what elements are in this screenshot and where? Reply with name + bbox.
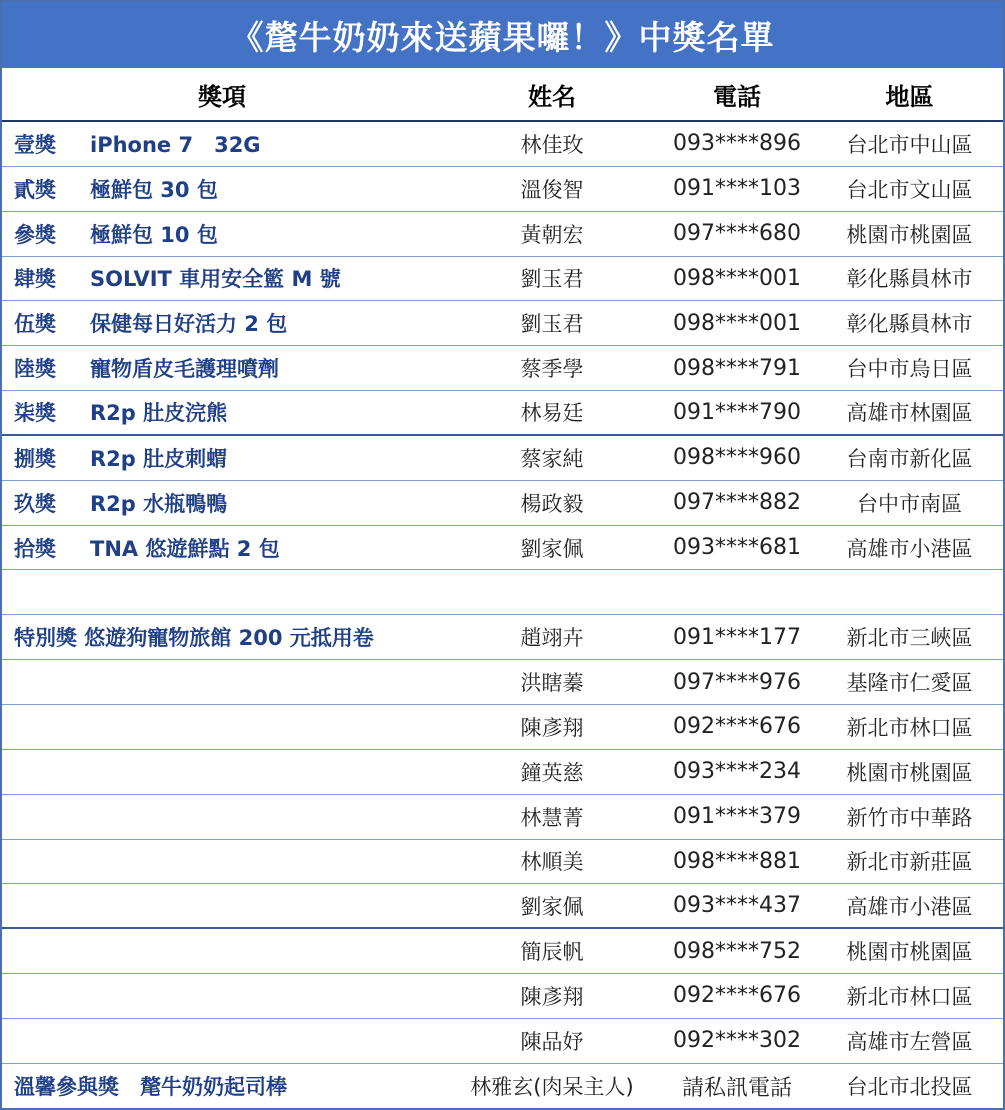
winner-name: 洪瞎蓁 bbox=[520, 671, 584, 696]
winner-name: 劉玉君 bbox=[520, 267, 584, 292]
table-row bbox=[2, 301, 1003, 346]
table-row bbox=[2, 167, 1003, 212]
winner-area: 新北市林口區 bbox=[846, 984, 973, 1009]
prize-item: TNA 悠遊鮮點 2 包 bbox=[90, 536, 280, 561]
prize-item: 保健每日好活力 2 包 bbox=[90, 312, 288, 337]
prize-rank: 玖獎 bbox=[14, 491, 56, 516]
table-row bbox=[2, 705, 1003, 750]
winner-phone: 091****177 bbox=[673, 624, 801, 650]
table-row bbox=[2, 1019, 1003, 1064]
table-row bbox=[2, 974, 1003, 1019]
winner-name: 林慧菁 bbox=[520, 805, 584, 830]
table-row bbox=[2, 212, 1003, 257]
winner-name: 楊政毅 bbox=[520, 491, 584, 516]
winner-name: 劉家佩 bbox=[520, 894, 584, 919]
table-row bbox=[2, 750, 1003, 795]
winner-phone: 098****960 bbox=[673, 445, 801, 471]
winner-area: 台南市新化區 bbox=[846, 446, 973, 471]
prize-rank: 拾獎 bbox=[14, 536, 56, 561]
winner-phone: 098****791 bbox=[673, 355, 801, 381]
winner-area: 台中市烏日區 bbox=[846, 357, 973, 382]
winner-area: 彰化縣員林市 bbox=[846, 312, 973, 337]
table-row bbox=[2, 1064, 1003, 1109]
winner-area: 台中市南區 bbox=[857, 491, 962, 516]
winner-phone: 091****790 bbox=[673, 399, 801, 425]
winner-phone: 093****896 bbox=[673, 131, 801, 157]
participation-prize-label: 溫馨參與獎 氂牛奶奶起司棒 bbox=[14, 1075, 287, 1100]
winner-name: 陳品妤 bbox=[520, 1029, 584, 1054]
winner-name: 劉玉君 bbox=[520, 312, 584, 337]
winner-area: 台北市文山區 bbox=[846, 177, 973, 202]
winner-table-body bbox=[2, 122, 1003, 1109]
table-row bbox=[2, 840, 1003, 885]
prize-item: iPhone 7 32G bbox=[90, 132, 261, 157]
winner-phone: 097****976 bbox=[673, 669, 801, 695]
winner-area: 桃園市桃園區 bbox=[846, 760, 973, 785]
winner-name: 林順美 bbox=[520, 850, 584, 875]
prize-item: 寵物盾皮毛護理噴劑 bbox=[90, 357, 279, 382]
prize-rank: 肆獎 bbox=[14, 267, 56, 292]
table-row bbox=[2, 795, 1003, 840]
winner-name: 黃朝宏 bbox=[520, 222, 584, 247]
prize-rank: 捌獎 bbox=[14, 446, 56, 471]
winner-name: 簡辰帆 bbox=[520, 940, 584, 965]
winner-phone: 093****437 bbox=[673, 893, 801, 919]
winner-area: 台北市北投區 bbox=[846, 1075, 973, 1100]
winner-phone: 098****001 bbox=[673, 265, 801, 291]
winner-area: 彰化縣員林市 bbox=[846, 267, 973, 292]
header-prize: 獎項 bbox=[198, 82, 246, 111]
table-header bbox=[2, 68, 1003, 122]
winner-area: 基隆市仁愛區 bbox=[846, 671, 973, 696]
winner-phone: 091****103 bbox=[673, 176, 801, 202]
table-row bbox=[2, 257, 1003, 302]
winner-phone: 098****001 bbox=[673, 310, 801, 336]
prize-rank: 參獎 bbox=[14, 222, 56, 247]
table-row bbox=[2, 884, 1003, 929]
winner-name: 蔡季學 bbox=[520, 357, 584, 382]
winner-area: 桃園市桃園區 bbox=[846, 222, 973, 247]
table-row bbox=[2, 615, 1003, 660]
winner-name: 陳彥翔 bbox=[520, 984, 584, 1009]
winner-area: 高雄市林園區 bbox=[846, 401, 973, 426]
header-name: 姓名 bbox=[528, 82, 576, 111]
winner-name: 溫俊智 bbox=[520, 177, 584, 202]
prize-rank: 壹獎 bbox=[14, 132, 56, 157]
prize-item: R2p 肚皮浣熊 bbox=[90, 401, 228, 426]
winner-area: 新北市新莊區 bbox=[846, 850, 973, 875]
prize-item: 極鮮包 10 包 bbox=[90, 222, 218, 247]
prize-rank: 柒獎 bbox=[14, 401, 56, 426]
special-prize-label: 特別獎 悠遊狗寵物旅館 200 元抵用卷 bbox=[14, 626, 374, 651]
table-row bbox=[2, 122, 1003, 167]
page-title: 《氂牛奶奶來送蘋果囉！》中獎名單 bbox=[2, 2, 1003, 68]
prize-rank: 貳獎 bbox=[14, 177, 56, 202]
table-row bbox=[2, 660, 1003, 705]
winner-name: 林易廷 bbox=[520, 401, 584, 426]
winner-phone: 098****881 bbox=[673, 848, 801, 874]
winner-name: 蔡家純 bbox=[520, 446, 584, 471]
winner-name: 林雅玄(肉呆主人) bbox=[470, 1075, 634, 1100]
header-area: 地區 bbox=[885, 82, 934, 111]
prize-item: R2p 肚皮刺蝟 bbox=[90, 446, 228, 471]
winner-area: 高雄市小港區 bbox=[846, 536, 973, 561]
prize-item: SOLVIT 車用安全籃 M 號 bbox=[90, 267, 341, 292]
winner-phone: 091****379 bbox=[673, 804, 801, 830]
winner-area: 高雄市左營區 bbox=[846, 1029, 973, 1054]
winner-area: 高雄市小港區 bbox=[846, 894, 973, 919]
spacer-row bbox=[2, 570, 1003, 615]
winner-phone: 097****680 bbox=[673, 221, 801, 247]
table-row bbox=[2, 346, 1003, 391]
winner-name: 林佳玫 bbox=[520, 132, 584, 157]
winner-name: 陳彥翔 bbox=[520, 715, 584, 740]
winner-area: 台北市中山區 bbox=[846, 132, 973, 157]
winner-name: 趙翊卉 bbox=[520, 626, 584, 651]
table-row bbox=[2, 391, 1003, 436]
winner-phone: 097****882 bbox=[673, 490, 801, 516]
winner-area: 桃園市桃園區 bbox=[846, 940, 973, 965]
table-row bbox=[2, 436, 1003, 481]
winner-area: 新北市林口區 bbox=[846, 715, 973, 740]
table-row bbox=[2, 929, 1003, 974]
winner-name: 鐘英慈 bbox=[520, 760, 584, 785]
winner-phone: 093****234 bbox=[673, 759, 801, 785]
winner-phone: 092****676 bbox=[673, 983, 801, 1009]
winner-name: 劉家佩 bbox=[520, 536, 584, 561]
winner-phone: 092****302 bbox=[673, 1028, 801, 1054]
table-row bbox=[2, 526, 1003, 571]
prize-rank: 伍獎 bbox=[14, 312, 56, 337]
winner-area: 新北市三峽區 bbox=[846, 626, 973, 651]
winner-phone: 請私訊電話 bbox=[681, 1075, 792, 1101]
prize-item: R2p 水瓶鴨鴨 bbox=[90, 491, 228, 516]
winner-phone: 098****752 bbox=[673, 938, 801, 964]
prize-rank: 陸獎 bbox=[14, 357, 56, 382]
winner-phone: 093****681 bbox=[673, 535, 801, 561]
header-phone: 電話 bbox=[713, 82, 761, 111]
prize-item: 極鮮包 30 包 bbox=[90, 177, 218, 202]
winner-phone: 092****676 bbox=[673, 714, 801, 740]
winner-area: 新竹市中華路 bbox=[846, 805, 973, 830]
table-row bbox=[2, 481, 1003, 526]
